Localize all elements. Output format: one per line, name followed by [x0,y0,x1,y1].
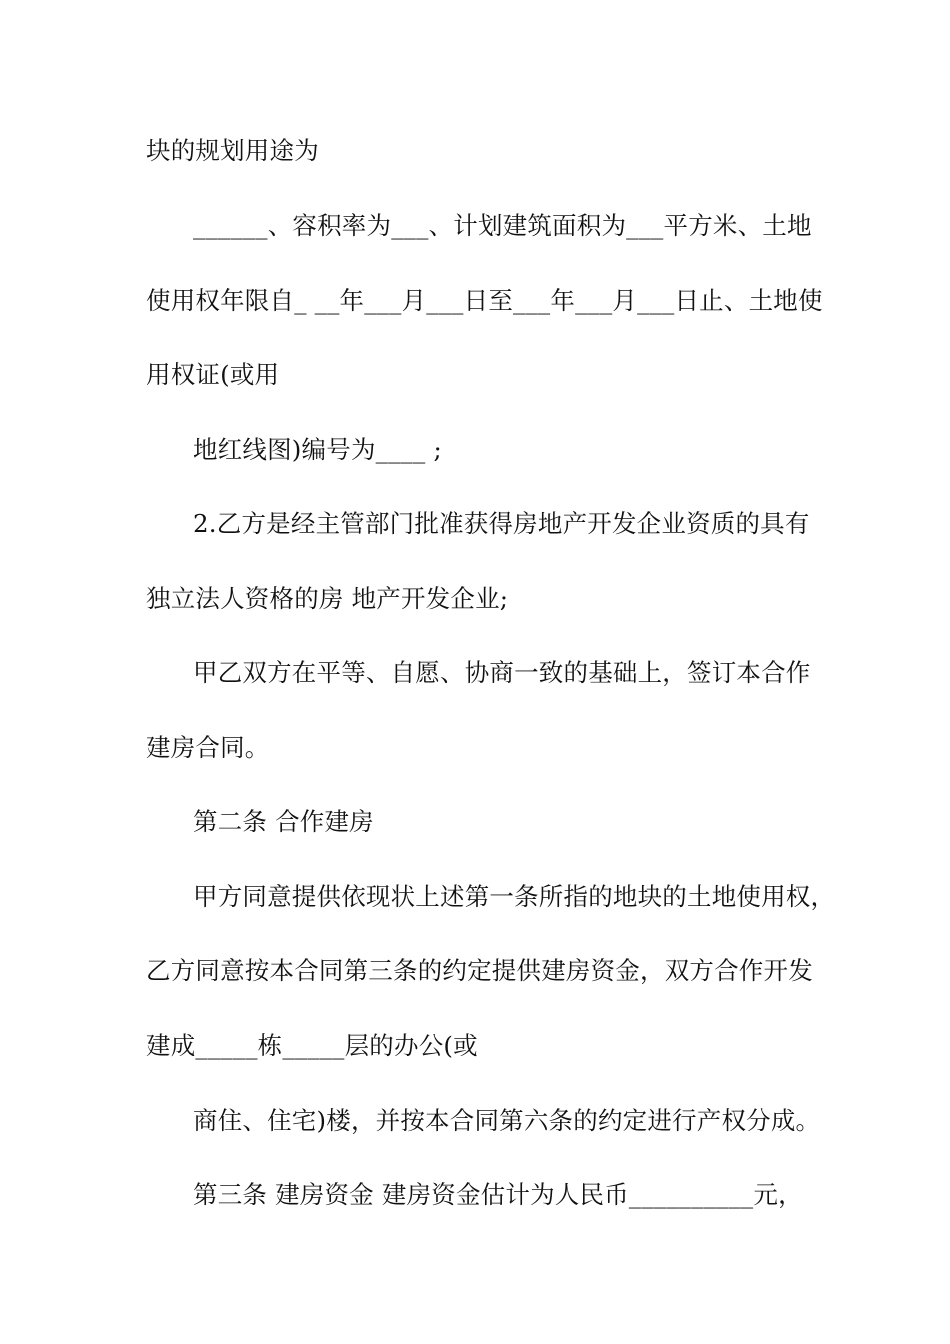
text-line: 第三条 建房资金 建房资金估计为人民币__________元， [193,1180,803,1209]
text-line: 甲方同意提供依现状上述第一条所指的地块的土地使用权， [193,882,836,911]
text-line: 独立法人资格的房 地产开发企业; [146,584,509,613]
text-line: 块的规划用途为 [146,136,319,165]
text-line: ______、容积率为___、计划建筑面积为___平方米、土地 [193,211,812,240]
text-line: 建成_____栋_____层的办公(或 [146,1031,478,1060]
text-line: 商住、住宅)楼，并按本合同第六条的约定进行产权分成。 [193,1106,821,1135]
text-line: 甲乙双方在平等、自愿、协商一致的基础上，签订本合作 [193,658,811,687]
text-line: 用权证(或用 [146,360,280,389]
text-line: 地红线图)编号为____ ; [193,435,442,464]
text-line: 建房合同。 [146,733,270,762]
text-line: 乙方同意按本合同第三条的约定提供建房资金，双方合作开发 [146,956,813,985]
section-heading: 第二条 合作建房 [193,807,374,836]
text-line: 使用权年限自_ __年___月___日至___年___月___日止、土地使 [146,286,823,315]
text-line: 2.乙方是经主管部门批准获得房地产开发企业资质的具有 [193,509,810,538]
